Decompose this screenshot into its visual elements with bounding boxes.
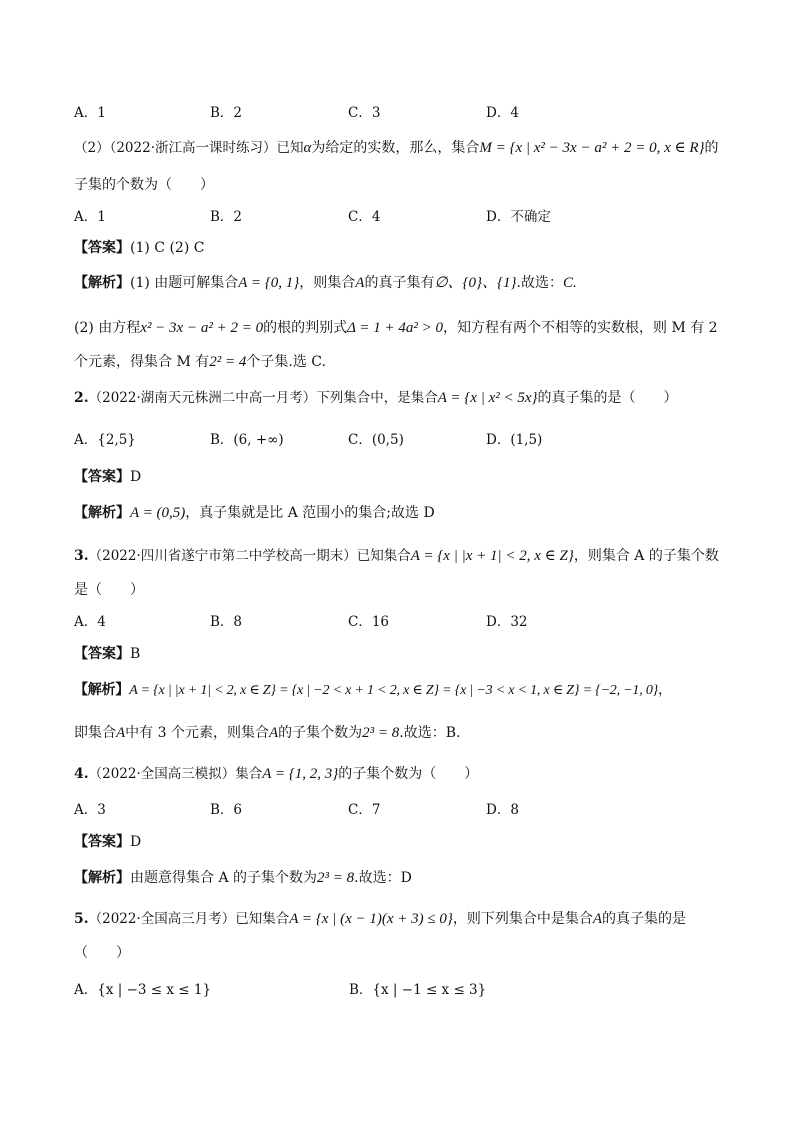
option-a: A．4 [74, 614, 106, 630]
option-b: B．2 [210, 209, 243, 225]
q4-answer: 【答案】D [74, 834, 142, 850]
q4-stem: 4.（2022·全国高三模拟）集合A = {1, 2, 3}的子集个数为（ ） [74, 766, 479, 782]
option-d: D．32 [486, 614, 528, 630]
q5-stem: 5.（2022·全国高三月考）已知集合A = {x | (x − 1)(x + 3) ≤ 0}，则下列集合中是集合A的真子集的是 [74, 911, 687, 927]
option-d: D．4 [486, 105, 519, 121]
q2-analysis: 【解析】A = (0,5)，真子集就是比 A 范围小的集合;故选 D [74, 505, 435, 521]
option-d: D．(1,5) [486, 432, 543, 448]
q1-analysis-line2: (2) 由方程x² − 3x − a² + 2 = 0的根的判别式Δ = 1 + 4a² > 0，知方程有两个不相等的实数根，则 M 有 2 [74, 320, 718, 336]
q3-answer: 【答案】B [74, 646, 141, 662]
q3-analysis-line1: 【解析】A = {x | |x + 1| < 2, x ∈ Z} = {x | −2 < x + 1 < 2, x ∈ Z} = {x | −3 < x < 1, x ∈ Z} = {−2, −1, 0}， [74, 682, 672, 698]
option-a: A．3 [74, 802, 106, 818]
option-d: D．不确定 [486, 209, 551, 225]
option-b: B．8 [210, 614, 243, 630]
option-b: B．{x | −1 ≤ x ≤ 3} [349, 982, 487, 998]
option-b: B．(6, +∞) [210, 432, 284, 448]
q3-stem: 3.（2022·四川省遂宁市第二中学校高一期末）已知集合A = {x | |x + 1| < 2, x ∈ Z}，则集合 A 的子集个数 [74, 548, 719, 564]
q2-answer: 【答案】D [74, 469, 142, 485]
q1-answer: 【答案】(1) C (2) C [74, 240, 205, 256]
q1-analysis-line1: 【解析】(1) 由题可解集合A = {0, 1}，则集合A的真子集有∅、{0}、{1}.故选：C. [74, 275, 577, 291]
option-a: A．{2,5} [74, 432, 136, 448]
option-c: C．(0,5) [348, 432, 404, 448]
option-b: B．6 [210, 802, 243, 818]
q1-analysis-line3: 个元素，得集合 M 有2² = 4个子集.选 C. [74, 354, 326, 370]
q3-stem-line2: 是（ ） [74, 582, 144, 598]
option-a: A．1 [74, 105, 106, 121]
option-a: A．{x | −3 ≤ x ≤ 1} [74, 982, 212, 998]
q1-part2-stem: （2）（2022·浙江高一课时练习）已知α为给定的实数，那么，集合M = {x | x² − 3x − a² + 2 = 0, x ∈ R}的 [74, 140, 719, 156]
option-a: A．1 [74, 209, 106, 225]
q2-stem: 2.（2022·湖南天元株洲二中高一月考）下列集合中，是集合A = {x | x² < 5x}的真子集的是（ ） [74, 390, 678, 406]
option-c: C．4 [348, 209, 381, 225]
q3-analysis-line2: 即集合A中有 3 个元素，则集合A的子集个数为2³ = 8.故选：B. [74, 725, 461, 741]
q1-part2-stem-line2: 子集的个数为（ ） [74, 177, 214, 193]
option-c: C．16 [348, 614, 390, 630]
q4-analysis: 【解析】由题意得集合 A 的子集个数为2³ = 8.故选：D [74, 870, 412, 886]
option-c: C．3 [348, 105, 381, 121]
option-c: C．7 [348, 802, 381, 818]
q5-stem-line2: （ ） [74, 945, 130, 961]
option-b: B．2 [210, 105, 243, 121]
option-d: D．8 [486, 802, 519, 818]
